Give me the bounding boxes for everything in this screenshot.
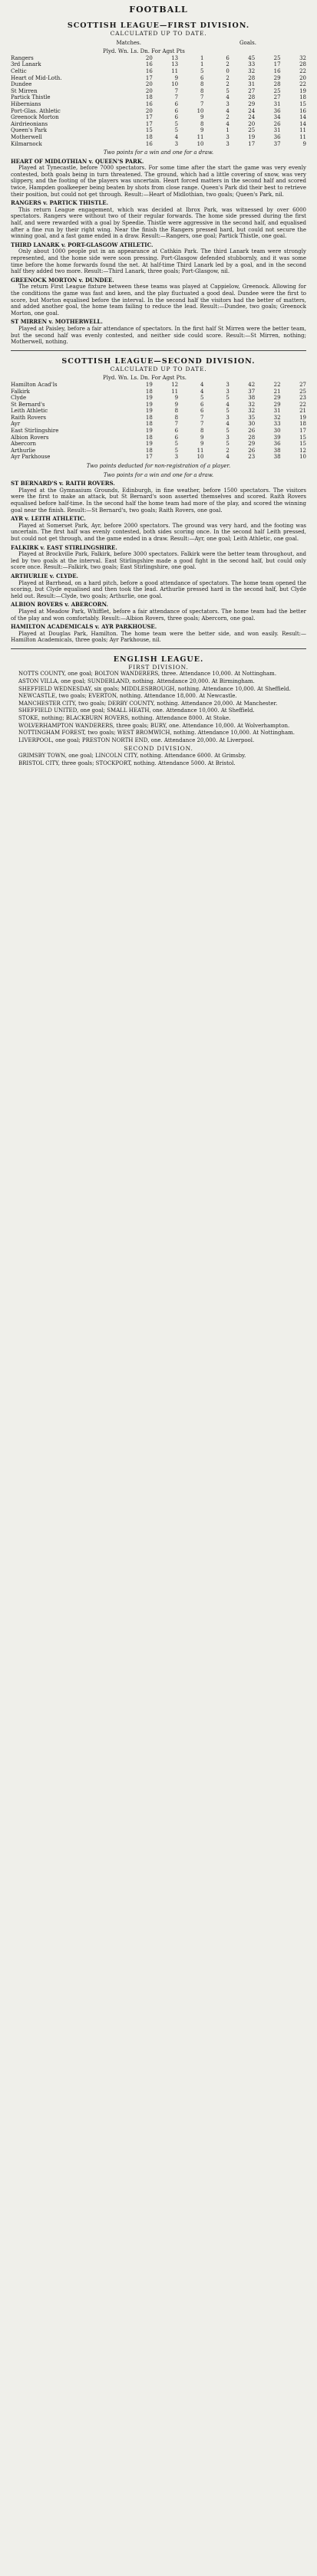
stat-f: 29 [248, 441, 256, 448]
stat-f: 42 [248, 381, 256, 388]
stat-f: 31 [248, 81, 256, 88]
stat-w: 6 [174, 428, 179, 435]
table-row [11, 55, 306, 62]
stat-pts: 14 [299, 120, 306, 127]
stat-l: 7 [200, 94, 204, 101]
stat-l: 6 [200, 408, 204, 415]
match-result: LIVERPOOL, one goal; PRESTON NORTH END, one. Attendance 20,000. At Liverpool. [18, 737, 255, 743]
stat-d: 2 [226, 81, 229, 88]
table-row [11, 114, 306, 121]
stat-l: 7 [200, 414, 204, 421]
stat-w: 11 [171, 67, 179, 74]
eng-title: ENGLISH LEAGUE. [113, 655, 204, 664]
stat-d: 4 [226, 421, 229, 428]
stat-d: 3 [226, 133, 229, 140]
club-name: Abercorn [11, 441, 37, 448]
stat-l: 8 [200, 81, 204, 88]
stat-a: 27 [273, 94, 281, 101]
stat-l: 7 [200, 421, 204, 428]
div1-title: SCOTTISH LEAGUE—FIRST DIVISION. [67, 21, 250, 30]
stat-a: 25 [273, 87, 281, 94]
table-row [11, 415, 306, 422]
stat-p: 19 [145, 401, 153, 408]
stat-a: 31 [273, 127, 281, 134]
stat-pts: 23 [299, 395, 306, 402]
stat-a: 25 [273, 54, 281, 61]
club-name: St Bernard's [11, 401, 45, 408]
stat-f: 45 [248, 54, 256, 61]
stat-pts: 10 [299, 454, 306, 461]
stat-f: 26 [248, 428, 256, 435]
stat-l: 1 [200, 61, 204, 68]
club-name: Hibernians [11, 100, 41, 107]
stat-a: 33 [273, 421, 281, 428]
stat-p: 18 [145, 421, 153, 428]
stat-f: 35 [248, 414, 256, 421]
stat-l: 6 [200, 74, 204, 81]
div1-col-labels: Plyd. Wn. Ls. Dn. For Agst Pts [103, 48, 185, 55]
stat-l: 10 [196, 107, 204, 114]
div1-col-matches: Matches. [116, 39, 141, 46]
club-name: Raith Rovers [11, 414, 46, 421]
stat-pts: 22 [299, 67, 306, 74]
club-name: Dundee [11, 81, 32, 88]
stat-w: 5 [174, 441, 179, 448]
stat-p: 18 [145, 447, 153, 454]
table-row [11, 408, 306, 415]
stat-a: 36 [273, 133, 281, 140]
div2-table [11, 382, 306, 461]
stat-d: 5 [226, 87, 229, 94]
div2-note2: Two points for a win and one for a draw. [103, 471, 214, 478]
div1-note: Two points for a win and one for a draw. [103, 149, 214, 156]
match-report-text: Only about 1000 people put in an appearance at Cathkin Park. The third Lanark team were strongly represented, and the home side were soon pressing. Port-Glasgow defended stubbornly, and it was some time before the home forwards found the net. At half-time Third Lanark led by a goal, and in the second half they added two more. Result:—Third Lanark, three goals; Port-Glasgow, nil. [11, 248, 306, 275]
match-report-heading: ST BERNARD'S v. RAITH ROVERS. [11, 480, 115, 487]
div2-note1: Two points deducted for non-registration of a player. [86, 463, 231, 470]
club-name: Greenock Morton [11, 114, 59, 121]
table-row [11, 382, 306, 389]
stat-w: 9 [174, 395, 179, 402]
match-result: NOTTS COUNTY, one goal; BOLTON WANDERERS, three. Attendance 10,000. At Nottingham. [18, 671, 277, 678]
match-report-heading: THIRD LANARK v. PORT-GLASGOW ATHLETIC. [11, 241, 154, 248]
stat-pts: 22 [299, 401, 306, 408]
table-row [11, 75, 306, 82]
stat-w: 7 [174, 94, 179, 101]
club-name: Port-Glas. Athletic [11, 107, 61, 114]
stat-d: 3 [226, 381, 229, 388]
club-name: Albion Rovers [11, 434, 49, 441]
stat-p: 20 [145, 87, 153, 94]
div2-col-labels: Plyd. Wn. Ls. Dn. For Agst Pts. [103, 375, 187, 382]
stat-p: 19 [145, 395, 153, 402]
table-row [11, 441, 306, 448]
stat-l: 7 [200, 100, 204, 107]
stat-d: 4 [226, 94, 229, 101]
stat-f: 28 [248, 94, 256, 101]
stat-a: 37 [273, 140, 281, 147]
stat-w: 8 [174, 414, 179, 421]
match-result: NOTTINGHAM FOREST, two goals; WEST BROMWICH, nothing. Attendance 10,000. At Nottingham. [18, 730, 295, 737]
stat-w: 5 [174, 120, 179, 127]
div1-column-labels [11, 48, 306, 55]
stat-d: 0 [226, 67, 229, 74]
stat-w: 6 [174, 114, 179, 121]
match-report-text: Played at Douglas Park, Hamilton. The home team were the better side, and won easily. Result:—Hamilton Academicals, three goals; Ayr Parkhouse, nil. [11, 630, 306, 644]
stat-w: 6 [174, 107, 179, 114]
stat-d: 3 [226, 434, 229, 441]
stat-d: 5 [226, 408, 229, 415]
table-row [11, 68, 306, 75]
stat-d: 2 [226, 74, 229, 81]
stat-a: 22 [273, 381, 281, 388]
club-name: Partick Thistle [11, 94, 51, 101]
match-result: NEWCASTLE, two goals; EVERTON, nothing. Attendance 18,000. At Newcastle. [18, 693, 237, 700]
stat-a: 38 [273, 447, 281, 454]
stat-w: 13 [171, 61, 179, 68]
table-row [11, 134, 306, 141]
stat-l: 5 [200, 67, 204, 74]
stat-a: 26 [273, 120, 281, 127]
stat-f: 25 [248, 127, 256, 134]
stat-a: 31 [273, 100, 281, 107]
table-row [11, 121, 306, 128]
club-name: St Mirren [11, 87, 38, 94]
stat-w: 9 [174, 74, 179, 81]
stat-pts: 15 [299, 100, 306, 107]
stat-l: 8 [200, 120, 204, 127]
stat-l: 8 [200, 428, 204, 435]
stat-a: 34 [273, 114, 281, 121]
match-report-text: This return League engagement, which was decided at Ibrox Park, was witnessed by over 6000 spectators. Rangers were without two of their regular forwards. The home side pressed during the first half, and were rewarded with a goal by Speedie. Thistle were aggressive in the second half, and equalised after a fine run by their right wing. Near the finish the Rangers pressed hard, but could not secure the winning goal, and a fast game ended in a draw. Result:—Rangers, one goal; Partick Thistle, one goal. [11, 206, 306, 240]
match-report-heading: ARTHURLIE v. CLYDE. [11, 572, 78, 579]
match-report-heading: HAMILTON ACADEMICALS v. AYR PARKHOUSE. [11, 623, 157, 631]
stat-d: 4 [226, 454, 229, 461]
match-result: MANCHESTER CITY, two goals; DERBY COUNTY, nothing. Attendance 20,000. At Manchester. [18, 700, 278, 707]
match-report-text: Played at Barrhead, on a hard pitch, before a good attendance of spectators. The home team opened the scoring, but Clyde equalised and then took the lead. Arthurlie pressed hard in the second half, but Clyde held out. Result:—Clyde, two goals; Arthurlie, one goal. [11, 579, 306, 599]
stat-pts: 20 [299, 74, 306, 81]
stat-l: 8 [200, 87, 204, 94]
eng-subtitle: FIRST DIVISION. [128, 663, 189, 671]
stat-pts: 15 [299, 434, 306, 441]
stat-f: 27 [248, 87, 256, 94]
stat-pts: 19 [299, 87, 306, 94]
stat-w: 6 [174, 100, 179, 107]
stat-d: 4 [226, 107, 229, 114]
stat-w: 7 [174, 87, 179, 94]
match-result: STOKE, nothing; BLACKBURN ROVERS, nothing. Attendance 8000. At Stoke. [18, 715, 231, 722]
club-name: Leith Athletic [11, 408, 48, 415]
table-row [11, 448, 306, 454]
section-divider-2 [11, 648, 306, 649]
div1-subtitle: CALCULATED UP TO DATE. [110, 30, 207, 37]
stat-f: 28 [248, 74, 256, 81]
club-name: Kilmarnock [11, 140, 42, 147]
match-report-heading: GREENOCK MORTON v. DUNDEE. [11, 276, 114, 284]
stat-pts: 22 [299, 81, 306, 88]
stat-p: 19 [145, 408, 153, 415]
eng-subtitle2: SECOND DIVISION. [124, 745, 193, 753]
table-row [11, 435, 306, 441]
stat-d: 3 [226, 140, 229, 147]
stat-l: 11 [196, 447, 204, 454]
match-report-text: Played at Brockville Park, Falkirk, before 3000 spectators. Falkirk were the better team throughout, and led by two goals at the interval. East Stirlingshire made a good fight in the second half, but could only score once. Result:—Falkirk, two goals; East Stirlingshire, one goal. [11, 551, 306, 571]
match-report-text: Played at Meadow Park, Whifflet, before a fair attendance of spectators. The home team had the better of the play and won comfortably. Result:—Albion Rovers, three goals; Abercorn, one goal. [11, 608, 306, 622]
table-row [11, 389, 306, 395]
match-result: SHEFFIELD WEDNESDAY, six goals; MIDDLESBROUGH, nothing. Attendance 10,000. At Sheffield. [18, 685, 291, 692]
match-report-heading: AYR v. LEITH ATHLETIC. [11, 515, 86, 523]
club-name: Falkirk [11, 388, 30, 395]
stat-d: 4 [226, 120, 229, 127]
stat-w: 8 [174, 408, 179, 415]
table-row [11, 61, 306, 68]
club-name: East Stirlingshire [11, 428, 59, 435]
stat-a: 30 [273, 428, 281, 435]
stat-p: 17 [145, 454, 153, 461]
match-result: GRIMSBY TOWN, one goal; LINCOLN CITY, nothing. Attendance 6000. At Grimsby. [18, 753, 246, 759]
stat-p: 19 [145, 441, 153, 448]
match-report-text: The return First League fixture between these teams was played at Cappielow, Greenock. Allowing for the conditions the game was fast and keen, and the play fluctuated a good deal. Dundee were the first to score, but Morton equalised before the interval. In the second half the visitors had the better of matters, and added another goal, the home team failing to reduce the lead. Result:—Dundee, two goals; Greenock Morton, one goal. [11, 284, 306, 317]
club-name: Motherwell [11, 133, 42, 140]
div2-column-labels [11, 375, 306, 382]
stat-p: 17 [145, 114, 153, 121]
stat-d: 2 [226, 114, 229, 121]
stat-a: 36 [273, 441, 281, 448]
stat-l: 6 [200, 401, 204, 408]
stat-w: 11 [171, 388, 179, 395]
stat-pts: 19 [299, 414, 306, 421]
stat-p: 18 [145, 133, 153, 140]
club-name: Queen's Park [11, 127, 47, 134]
stat-a: 36 [273, 107, 281, 114]
stat-l: 9 [200, 434, 204, 441]
match-report-heading: RANGERS v. PARTICK THISTLE. [11, 199, 109, 207]
stat-pts: 25 [299, 388, 306, 395]
stat-p: 16 [145, 100, 153, 107]
match-report-heading: HEART OF MIDLOTHIAN v. QUEEN'S PARK. [11, 157, 144, 165]
stat-pts: 16 [299, 107, 306, 114]
table-row [11, 127, 306, 134]
stat-p: 17 [145, 74, 153, 81]
div1-col-goals: Goals. [239, 39, 256, 46]
stat-l: 5 [200, 395, 204, 402]
stat-f: 32 [248, 401, 256, 408]
stat-d: 3 [226, 100, 229, 107]
match-result: SHEFFIELD UNITED, one goal; SMALL HEATH, one. Attendance 10,000. At Sheffield. [18, 707, 255, 714]
club-name: Rangers [11, 54, 34, 61]
stat-a: 29 [273, 401, 281, 408]
stat-pts: 28 [299, 61, 306, 68]
stat-l: 4 [200, 381, 204, 388]
section-title: FOOTBALL [129, 5, 188, 15]
stat-p: 15 [145, 127, 153, 134]
stat-p: 16 [145, 61, 153, 68]
stat-p: 17 [145, 120, 153, 127]
stat-l: 10 [196, 454, 204, 461]
stat-f: 29 [248, 100, 256, 107]
stat-a: 38 [273, 454, 281, 461]
table-row [11, 454, 306, 461]
stat-p: 20 [145, 81, 153, 88]
stat-l: 10 [196, 140, 204, 147]
club-name: Heart of Mid-Loth. [11, 74, 62, 81]
stat-l: 4 [200, 388, 204, 395]
stat-p: 16 [145, 140, 153, 147]
club-name: 3rd Lanark [11, 61, 41, 68]
stat-l: 1 [200, 54, 204, 61]
stat-f: 33 [248, 61, 256, 68]
stat-p: 19 [145, 428, 153, 435]
table-row [11, 101, 306, 108]
stat-w: 7 [174, 421, 179, 428]
table-row [11, 395, 306, 402]
stat-a: 29 [273, 395, 281, 402]
stat-l: 9 [200, 114, 204, 121]
match-report-heading: ST MIRREN v. MOTHERWELL. [11, 318, 103, 326]
stat-pts: 32 [299, 54, 306, 61]
stat-p: 18 [145, 434, 153, 441]
stat-p: 20 [145, 54, 153, 61]
match-result: WOLVERHAMPTON WANDERERS, three goals; BURY, one. Attendance 10,000. At Wolverhampton. [18, 722, 290, 729]
stat-a: 29 [273, 74, 281, 81]
match-report-heading: FALKIRK v. EAST STIRLINGSHIRE. [11, 543, 117, 551]
stat-pts: 18 [299, 94, 306, 101]
div2-subtitle: CALCULATED UP TO DATE. [110, 365, 207, 372]
stat-w: 5 [174, 127, 179, 134]
table-row [11, 88, 306, 95]
stat-f: 38 [248, 395, 256, 402]
stat-p: 18 [145, 388, 153, 395]
stat-d: 6 [226, 54, 229, 61]
stat-d: 2 [226, 447, 229, 454]
stat-pts: 17 [299, 428, 306, 435]
club-name: Ayr [11, 421, 21, 428]
stat-pts: 14 [299, 114, 306, 121]
club-name: Airdrieonians [11, 120, 48, 127]
stat-pts: 12 [299, 447, 306, 454]
stat-w: 3 [174, 140, 179, 147]
stat-w: 3 [174, 454, 179, 461]
match-result: BRISTOL CITY, three goals; STOCKPORT, nothing. Attendance 5000. At Bristol. [18, 760, 236, 766]
stat-pts: 18 [299, 421, 306, 428]
stat-f: 24 [248, 114, 256, 121]
stat-pts: 27 [299, 381, 306, 388]
table-row [11, 81, 306, 88]
stat-pts: 11 [299, 133, 306, 140]
table-row [11, 141, 306, 148]
match-report-text: Played at Somerset Park, Ayr, before 2000 spectators. The ground was very hard, and the footing was uncertain. The first half was evenly contested, both sides scoring once. In the second half Leith pressed, but could not get through, and the game ended in a draw. Result:—Ayr, one goal; Leith Athletic, one goal. [11, 522, 306, 542]
stat-p: 18 [145, 414, 153, 421]
stat-f: 37 [248, 388, 256, 395]
stat-d: 5 [226, 395, 229, 402]
stat-a: 31 [273, 408, 281, 415]
stat-f: 24 [248, 107, 256, 114]
stat-a: 28 [273, 81, 281, 88]
match-report-text: Played at Paisley, before a fair attendance of spectators. In the first half St Mirren were the better team, but the second half was evenly contested, and neither side could score. Result:—St Mirren, nothing; Motherwell, nothing. [11, 325, 306, 346]
stat-w: 6 [174, 434, 179, 441]
stat-a: 39 [273, 434, 281, 441]
table-row [11, 94, 306, 101]
stat-d: 2 [226, 61, 229, 68]
stat-l: 9 [200, 441, 204, 448]
eng-results [11, 671, 306, 743]
stat-l: 9 [200, 127, 204, 134]
table-row [11, 421, 306, 428]
stat-w: 13 [171, 54, 179, 61]
match-report-text: Played at the Gymnasium Grounds, Edinburgh, in fine weather, before 1500 spectators. The visitors were the first to make an attack, but St Bernard's soon asserted themselves and scored. Raith Rovers equalised before half-time. In the second half the home team had more of the play, and scored the winning goal near the finish. Result:—St Bernard's, two goals; Raith Rovers, one goal. [11, 487, 306, 514]
stat-l: 11 [196, 133, 204, 140]
div1-reports [11, 159, 306, 346]
stat-f: 26 [248, 447, 256, 454]
stat-w: 10 [171, 81, 179, 88]
eng-results2 [11, 753, 306, 766]
stat-p: 20 [145, 107, 153, 114]
stat-pts: 11 [299, 127, 306, 134]
stat-a: 32 [273, 414, 281, 421]
club-name: Celtic [11, 67, 27, 74]
stat-d: 5 [226, 441, 229, 448]
match-report-text: Played at Tynecastle, before 7000 spectators. For some time after the start the game was very evenly contested, both goals being in turn threatened. The ground, which had a little covering of snow, was very slippery, and the footing of the players was uncertain. Heart forced matters in the second half and scored twice, Hampden goalkeeper being beaten by shots from close range. Queen's Park did their best to retrieve their position, but could not get through. Result:—Heart of Midlothian, two goals; Queen's Park, nil. [11, 165, 306, 198]
table-row [11, 108, 306, 115]
stat-p: 18 [145, 94, 153, 101]
div2-reports [11, 481, 306, 644]
stat-f: 30 [248, 421, 256, 428]
stat-w: 4 [174, 133, 179, 140]
stat-f: 32 [248, 67, 256, 74]
club-name: Hamilton Acad'ls [11, 381, 58, 388]
stat-d: 3 [226, 388, 229, 395]
stat-p: 19 [145, 381, 153, 388]
table-row [11, 428, 306, 435]
div2-title: SCOTTISH LEAGUE—SECOND DIVISION. [61, 356, 256, 366]
section-divider [11, 350, 306, 351]
div1-column-groups [11, 40, 306, 47]
stat-f: 20 [248, 120, 256, 127]
stat-a: 17 [273, 61, 281, 68]
stat-w: 5 [174, 447, 179, 454]
table-row [11, 402, 306, 409]
stat-a: 16 [273, 67, 281, 74]
stat-w: 12 [171, 381, 179, 388]
club-name: Ayr Parkhouse [11, 454, 51, 461]
match-report-heading: ALBION ROVERS v. ABERCORN. [11, 601, 108, 609]
club-name: Arthurlie [11, 447, 36, 454]
stat-d: 3 [226, 414, 229, 421]
stat-d: 5 [226, 428, 229, 435]
div1-table [11, 55, 306, 147]
stat-f: 28 [248, 434, 256, 441]
stat-f: 23 [248, 454, 256, 461]
stat-d: 4 [226, 401, 229, 408]
stat-pts: 21 [299, 408, 306, 415]
stat-p: 16 [145, 67, 153, 74]
stat-f: 19 [248, 133, 256, 140]
stat-a: 21 [273, 388, 281, 395]
stat-f: 32 [248, 408, 256, 415]
stat-pts: 9 [302, 140, 306, 147]
club-name: Clyde [11, 395, 27, 402]
match-result: ASTON VILLA, one goal; SUNDERLAND, nothing. Attendance 20,000. At Birmingham. [18, 678, 255, 685]
stat-f: 17 [248, 140, 256, 147]
stat-d: 1 [226, 127, 229, 134]
stat-w: 9 [174, 401, 179, 408]
stat-pts: 15 [299, 441, 306, 448]
